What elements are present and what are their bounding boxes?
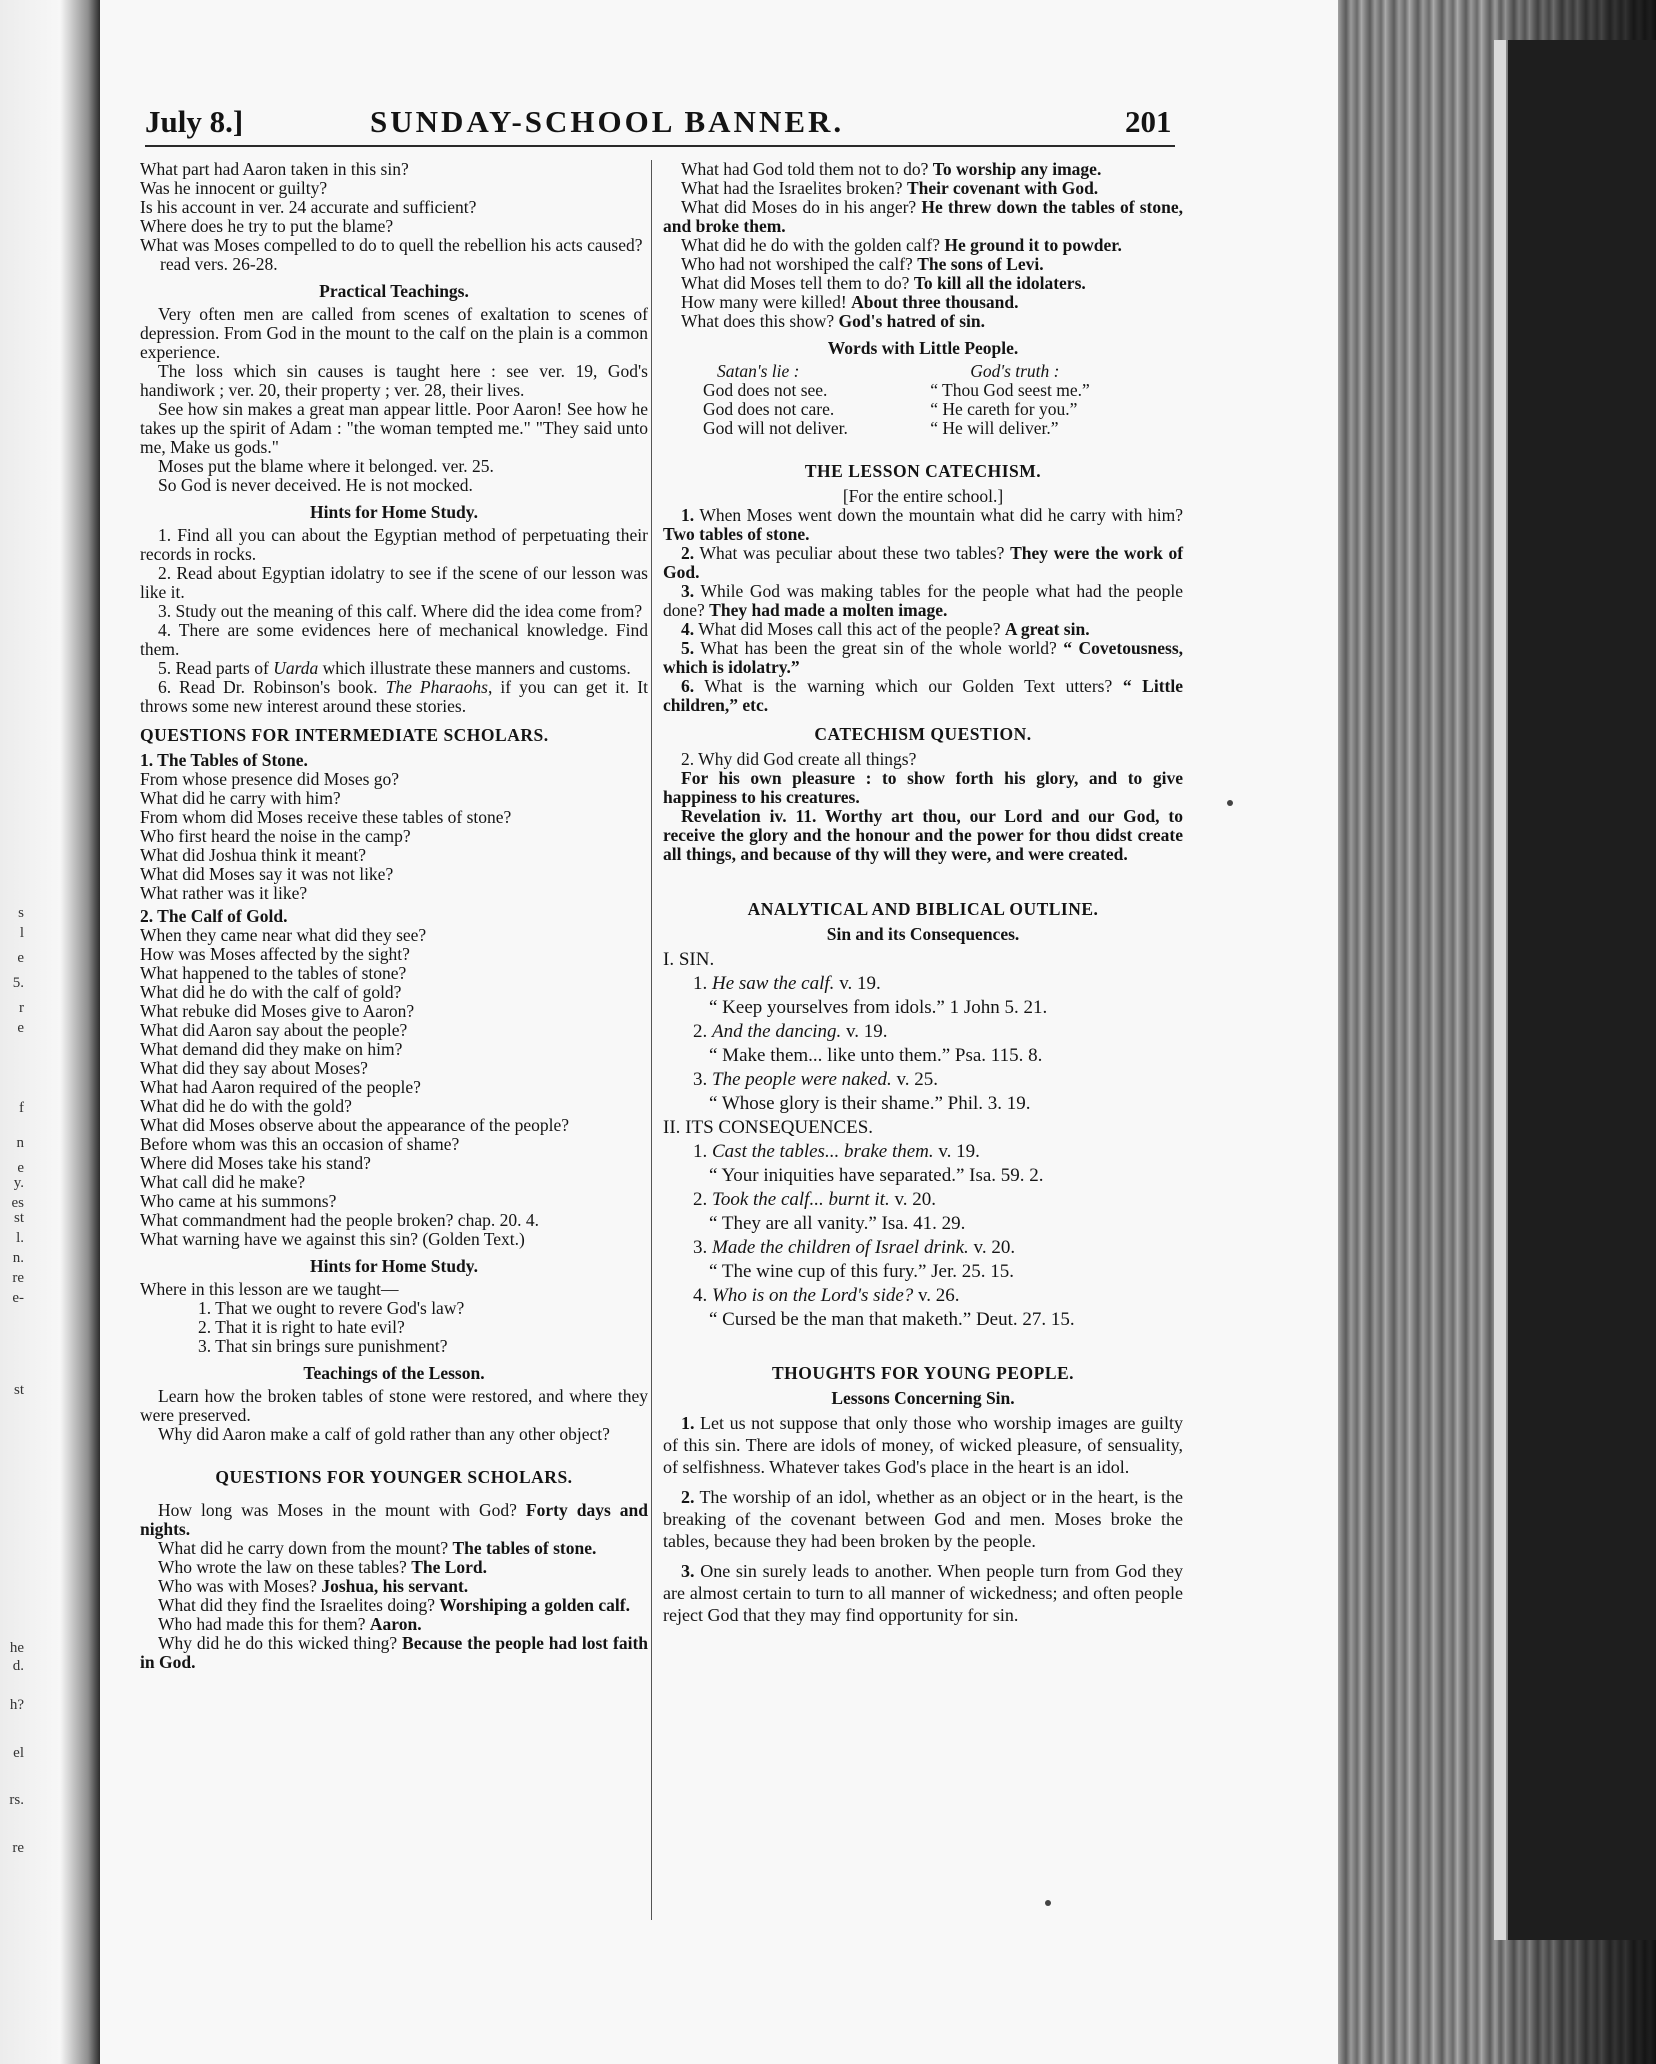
- qa-answer: He threw down the tables of stone, and broke them.: [663, 197, 1184, 236]
- facing-page-fragment: r: [19, 1000, 24, 1016]
- hint-item: 1. That we ought to revere God's law?: [198, 1298, 465, 1318]
- qa-item: [663, 160, 1183, 179]
- qa-question: Who was with Moses?: [158, 1576, 317, 1596]
- header-date: July 8.]: [145, 104, 244, 139]
- question-line: Was he innocent or guilty?: [140, 178, 328, 198]
- thought-text: The worship of an idol, whether as an object or in the heart, is the breaking of the covenant between God and men. Moses broke the tables, because they had been broken by the people.: [663, 1487, 1183, 1551]
- outline-number: 1.: [693, 1141, 708, 1162]
- outline-text: Took the calf... burnt it.: [712, 1189, 890, 1210]
- hint-item: [140, 602, 648, 621]
- catechism-number: 1.: [681, 505, 695, 525]
- outline-part-two: II. ITS CONSEQUENCES.: [663, 1117, 874, 1138]
- teaching-paragraph: Very often men are called from scenes of exaltation to scenes of depression. From God in the mount to the calf on the plain is a common experience.: [140, 304, 648, 362]
- qa-item: [663, 274, 1183, 293]
- section-tables-title: 1. The Tables of Stone.: [140, 750, 308, 770]
- tables-questions: [140, 770, 648, 903]
- question-line: What call did he make?: [140, 1172, 306, 1192]
- teaching-paragraph: The loss which sin causes is taught here : see ver. 19, God's handiwork ; ver. 20, their property ; ver. 28, their lives.: [140, 361, 648, 400]
- catechism-question: What was peculiar about these two tables?: [699, 543, 1005, 563]
- teaching-paragraph: Why did Aaron make a calf of gold rather than any other object?: [158, 1424, 610, 1444]
- outline-item: [663, 1236, 1183, 1260]
- outline-item: [663, 972, 1183, 996]
- practical-heading: Practical Teachings.: [319, 281, 469, 301]
- outline-item: [663, 1068, 1183, 1092]
- thoughts-heading: THOUGHTS FOR YOUNG PEOPLE.: [771, 1363, 1075, 1383]
- hints2-list: [140, 1299, 648, 1356]
- intro-questions: [140, 160, 648, 274]
- facing-page-fragment: h?: [9, 1697, 24, 1713]
- qa-answer: To worship any image.: [932, 159, 1102, 179]
- younger-questions: [140, 1501, 648, 1672]
- outline-reference: “ Whose glory is their shame.” Phil. 3. 19.: [709, 1093, 1031, 1114]
- outline-reference: “ They are all vanity.” Isa. 41. 29.: [709, 1213, 966, 1234]
- header-title: SUNDAY-SCHOOL BANNER.: [370, 104, 845, 139]
- qa-question: Who had made this for them?: [158, 1614, 366, 1634]
- words-col1-head: Satan's lie :: [717, 361, 800, 381]
- catechism-question: When Moses went down the mountain what did he carry with him?: [699, 505, 1183, 525]
- qa-answer: Their covenant with God.: [906, 178, 1099, 198]
- facing-page-fragment: d.: [12, 1658, 24, 1674]
- catechism-sub: [For the entire school.]: [842, 486, 1004, 506]
- hints-list: [140, 526, 648, 716]
- outline-text: Who is on the Lord's side?: [712, 1285, 914, 1306]
- outline-item: [663, 1140, 1183, 1164]
- qa-answer: Aaron.: [369, 1614, 422, 1634]
- catechism-item: [663, 544, 1183, 582]
- facing-page-fragment: y.: [13, 1175, 24, 1191]
- catechism-question: What did Moses call this act of the people?: [698, 619, 1001, 639]
- question-line: What did Moses say it was not like?: [140, 864, 394, 884]
- hint-item: [140, 526, 648, 564]
- words-truth: “ He careth for you.”: [930, 399, 1078, 419]
- teaching-paragraph: Learn how the broken tables of stone were restored, and where they were preserved.: [140, 1386, 648, 1425]
- thought-number: 1.: [681, 1413, 695, 1433]
- facing-page-fragment: l: [19, 925, 24, 941]
- qa-question: What had God told them not to do?: [681, 159, 929, 179]
- page-number: 201: [1125, 104, 1172, 139]
- qa-answer: To kill all the idolaters.: [913, 273, 1086, 293]
- facing-page-fragment: f: [19, 1100, 24, 1116]
- catechism-number: 4.: [681, 619, 695, 639]
- question-line: Before whom was this an occasion of shame?: [140, 1134, 460, 1154]
- hint-text: , if you can get it. It throws some new interest around these stories.: [140, 677, 648, 716]
- thoughts-list: [663, 1412, 1183, 1626]
- facing-page-fragment: re: [12, 1270, 24, 1286]
- teachings-list: [140, 1387, 648, 1444]
- qa-item: [140, 1539, 648, 1558]
- question-line: What did Aaron say about the people?: [140, 1020, 408, 1040]
- catechism-question: What is the warning which our Golden Text utters?: [704, 676, 1113, 696]
- catechism-answer: They had made a molten image.: [709, 600, 948, 620]
- qa-question: How many were killed!: [681, 292, 847, 312]
- younger-heading: QUESTIONS FOR YOUNGER SCHOLARS.: [215, 1467, 573, 1487]
- qa-question: How long was Moses in the mount with God?: [158, 1500, 517, 1520]
- thought-paragraph: [663, 1486, 1183, 1552]
- thoughts-subheading: Lessons Concerning Sin.: [831, 1388, 1015, 1408]
- outline-sin-items: [663, 972, 1183, 1116]
- facing-page-fragment: l.: [16, 1230, 24, 1246]
- question-line: From whom did Moses receive these tables of stone?: [140, 807, 512, 827]
- question-line: What did he do with the calf of gold?: [140, 982, 402, 1002]
- facing-page-fragment: es: [11, 1195, 24, 1211]
- qa-item: [663, 198, 1183, 236]
- question-line: What did Joshua think it meant?: [140, 845, 366, 865]
- question-line: Is his account in ver. 24 accurate and sufficient?: [140, 197, 477, 217]
- catechism-item: [663, 677, 1183, 715]
- catechism-number: 3.: [681, 581, 695, 601]
- facing-page-fragment: e-: [12, 1290, 24, 1306]
- hint-item: [140, 659, 648, 678]
- hint-text: 3. Study out the meaning of this calf. Where did the idea come from?: [158, 601, 643, 621]
- hint-text: which illustrate these manners and customs.: [318, 658, 631, 678]
- qa-question: What did he do with the golden calf?: [681, 235, 941, 255]
- intermediate-heading: QUESTIONS FOR INTERMEDIATE SCHOLARS.: [140, 725, 549, 745]
- qa-item: [140, 1615, 648, 1634]
- outline-text: He saw the calf.: [712, 973, 835, 994]
- facing-page-fragment: rs.: [9, 1792, 24, 1808]
- qa-answer: The tables of stone.: [452, 1538, 597, 1558]
- question-line: Where did Moses take his stand?: [140, 1153, 371, 1173]
- younger-questions-cont: [663, 160, 1183, 331]
- question-line: What did Moses observe about the appearance of the people?: [140, 1115, 570, 1135]
- outline-number: 1.: [693, 973, 708, 994]
- outline-text: The people were naked.: [712, 1069, 892, 1090]
- hint-text: 4. There are some evidences here of mechanical knowledge. Find them.: [140, 620, 648, 659]
- facing-page-fragment: e: [17, 950, 24, 966]
- hint-text: 6. Read Dr. Robinson's book.: [158, 677, 386, 697]
- qa-item: [140, 1577, 648, 1596]
- catechism-answer: A great sin.: [1004, 619, 1090, 639]
- catechism-answer: Two tables of stone.: [663, 524, 810, 544]
- catechism-item: [663, 639, 1183, 677]
- words-lie: God does not care.: [703, 399, 835, 419]
- header-rule: [145, 145, 1175, 147]
- facing-page-fragment: e: [17, 1020, 24, 1036]
- question-line: What had Aaron required of the people?: [140, 1077, 421, 1097]
- hint-item: 2. That it is right to hate evil?: [198, 1317, 405, 1337]
- catechism-number: 2.: [681, 543, 695, 563]
- outline-verse: v. 26.: [918, 1285, 960, 1306]
- words-col2-head: God's truth :: [970, 361, 1060, 381]
- facing-page-fragment: re: [12, 1840, 24, 1856]
- question-line: From whose presence did Moses go?: [140, 769, 400, 789]
- facing-page-fragment: st: [13, 1382, 24, 1398]
- book-cover-shadow: [1508, 40, 1656, 1940]
- catechism-question: What has been the great sin of the whole world?: [700, 638, 1057, 658]
- thought-number: 2.: [681, 1487, 695, 1507]
- hint-item: [140, 564, 648, 602]
- question-line: Who came at his summons?: [140, 1191, 337, 1211]
- hint-title: The Pharaohs: [385, 677, 488, 697]
- teaching-paragraph: See how sin makes a great man appear little. Poor Aaron! See how he takes up the spirit of Adam : "the woman tempted me." "They said unto me, Make us gods.": [140, 399, 648, 457]
- qa-item: [663, 179, 1183, 198]
- qa-question: What did Moses tell them to do?: [681, 273, 910, 293]
- qa-item: [140, 1558, 648, 1577]
- outline-number: 2.: [693, 1189, 708, 1210]
- section-calf-title: 2. The Calf of Gold.: [140, 906, 288, 926]
- qa-question: What did he carry down from the mount?: [158, 1538, 449, 1558]
- catechism-answer: For his own pleasure : to show forth his glory, and to give happiness to his creatures.: [663, 768, 1183, 807]
- outline-reference: “ Make them... like unto them.” Psa. 115. 8.: [709, 1045, 1043, 1066]
- outline-verse: v. 19.: [938, 1141, 980, 1162]
- catechism-list: [663, 506, 1183, 715]
- qa-question: What did they find the Israelites doing?: [158, 1595, 436, 1615]
- hints2-heading: Hints for Home Study.: [310, 1256, 478, 1276]
- question-line: When they came near what did they see?: [140, 925, 427, 945]
- words-lie: God will not deliver.: [703, 418, 848, 438]
- question-line: What commandment had the people broken? chap. 20. 4.: [140, 1210, 539, 1230]
- outline-number: 2.: [693, 1021, 708, 1042]
- catechism-answer: “ Little children,” etc.: [663, 676, 1183, 715]
- question-line: What rather was it like?: [140, 883, 308, 903]
- catechism-item: [663, 582, 1183, 620]
- outline-reference: “ Your iniquities have separated.” Isa. 59. 2.: [709, 1165, 1044, 1186]
- outline-reference: “ Keep yourselves from idols.” 1 John 5. 21.: [709, 997, 1048, 1018]
- hint-item: 3. That sin brings sure punishment?: [198, 1336, 448, 1356]
- catechism-number: 6.: [681, 676, 695, 696]
- thought-number: 3.: [681, 1561, 695, 1581]
- teachings-heading: Teachings of the Lesson.: [303, 1363, 485, 1383]
- question-line: What happened to the tables of stone?: [140, 963, 407, 983]
- qa-question: What did Moses do in his anger?: [681, 197, 917, 217]
- question-line: What demand did they make on him?: [140, 1039, 403, 1059]
- qa-answer: God's hatred of sin.: [838, 311, 985, 331]
- outline-part-one: I. SIN.: [663, 949, 715, 970]
- question-line: How was Moses affected by the sight?: [140, 944, 410, 964]
- outline-verse: v. 19.: [839, 973, 881, 994]
- question-line: What warning have we against this sin? (Golden Text.): [140, 1229, 525, 1249]
- page-edge-highlight: [1494, 40, 1506, 1940]
- outline-verse: v. 19.: [846, 1021, 888, 1042]
- thought-text: Let us not suppose that only those who worship images are guilty of this sin. There are idols of money, of wicked pleasure, of sensuality, of selfishness. Whatever takes God's place in the heart is an idol.: [663, 1413, 1183, 1477]
- question-line: Who first heard the noise in the camp?: [140, 826, 411, 846]
- outline-item: [663, 1284, 1183, 1308]
- qa-item: [140, 1501, 648, 1539]
- thought-paragraph: [663, 1412, 1183, 1478]
- qa-answer: Worshiping a golden calf.: [439, 1595, 630, 1615]
- words-lie: God does not see.: [703, 380, 828, 400]
- catechism-answer: “ Covetousness, which is idolatry.”: [663, 638, 1183, 677]
- qa-item: [140, 1634, 648, 1672]
- facing-page-fragment: n: [16, 1135, 24, 1151]
- qa-item: [663, 255, 1183, 274]
- question-line: What did they say about Moses?: [140, 1058, 368, 1078]
- qa-answer: Because the people had lost faith in God.: [140, 1633, 648, 1672]
- ink-speck: [1227, 800, 1233, 806]
- hint-text: 2. Read about Egyptian idolatry to see if the scene of our lesson was like it.: [140, 563, 648, 602]
- facing-page-fragment: 5.: [12, 975, 24, 991]
- qa-answer: About three thousand.: [851, 292, 1019, 312]
- question-line: Where does he try to put the blame?: [140, 216, 394, 236]
- qa-question: Why did he do this wicked thing?: [158, 1633, 398, 1653]
- qa-item: [663, 293, 1183, 312]
- catechism-question: While God was making tables for the people what had the people done?: [663, 581, 1183, 620]
- left-column: [140, 160, 648, 1672]
- outline-text: Cast the tables... brake them.: [712, 1141, 934, 1162]
- outline-item: [663, 1188, 1183, 1212]
- qa-answer: Joshua, his servant.: [321, 1576, 469, 1596]
- catechism-item: [663, 620, 1183, 639]
- question-line: What did he do with the gold?: [140, 1096, 352, 1116]
- qa-answer: He ground it to powder.: [944, 235, 1122, 255]
- facing-page-fragment: e: [17, 1160, 24, 1176]
- facing-page-fragment: n.: [12, 1250, 24, 1266]
- catechism-question: 2. Why did God create all things?: [681, 749, 917, 769]
- outline-verse: v. 20.: [973, 1237, 1016, 1258]
- qa-item: [663, 236, 1183, 255]
- catechism-answer: They were the work of God.: [663, 543, 1184, 582]
- practical-teachings: [140, 305, 648, 495]
- qa-answer: The sons of Levi.: [917, 254, 1044, 274]
- hint-item: [140, 621, 648, 659]
- outline-reference: “ The wine cup of this fury.” Jer. 25. 15.: [709, 1261, 1014, 1282]
- ink-speck: [1045, 1900, 1051, 1906]
- words-heading: Words with Little People.: [827, 338, 1019, 358]
- thought-text: One sin surely leads to another. When people turn from God they are almost certain to turn to all manner of wickedness; and often people reject God that they may find opportunity for sin.: [663, 1561, 1183, 1625]
- outline-verse: v. 25.: [896, 1069, 939, 1090]
- hint-text: 1. Find all you can about the Egyptian method of perpetuating their records in rocks.: [140, 525, 648, 564]
- facing-page-fragment: el: [13, 1745, 24, 1761]
- question-line: What rebuke did Moses give to Aaron?: [140, 1001, 415, 1021]
- qa-question: What does this show?: [681, 311, 835, 331]
- hints-heading: Hints for Home Study.: [310, 502, 478, 522]
- calf-questions: [140, 926, 648, 1249]
- outline-heading: ANALYTICAL AND BIBLICAL OUTLINE.: [747, 899, 1099, 919]
- hint-item: [140, 678, 648, 716]
- words-truth: “ He will deliver.”: [930, 418, 1059, 438]
- catechism-heading: THE LESSON CATECHISM.: [804, 461, 1042, 481]
- qa-answer: The Lord.: [411, 1557, 488, 1577]
- catechism-number: 5.: [681, 638, 695, 658]
- thought-paragraph: [663, 1560, 1183, 1626]
- outline-number: 3.: [693, 1237, 708, 1258]
- outline-consequence-items: [663, 1140, 1183, 1332]
- outline-subheading: Sin and its Consequences.: [826, 924, 1020, 944]
- qa-question: Who wrote the law on these tables?: [158, 1557, 407, 1577]
- catechism-scripture: Revelation iv. 11. Worthy art thou, our Lord and our God, to receive the glory and the honour and the power for thou didst create all things, and because of thy will they were, and were created.: [663, 806, 1183, 864]
- words-truth: “ Thou God seest me.”: [930, 380, 1090, 400]
- catechism-item: [663, 506, 1183, 544]
- teaching-paragraph: Moses put the blame where it belonged. ver. 25.: [158, 456, 494, 476]
- outline-text: Made the children of Israel drink.: [712, 1237, 969, 1258]
- words-table: [703, 362, 1183, 438]
- outline-verse: v. 20.: [894, 1189, 936, 1210]
- qa-answer: Forty days and nights.: [140, 1500, 648, 1539]
- hints2-intro: Where in this lesson are we taught—: [140, 1279, 399, 1299]
- qa-item: [663, 312, 1183, 331]
- facing-page-fragment: st: [13, 1210, 24, 1226]
- question-line: What was Moses compelled to do to quell the rebellion his acts caused? read vers. 26-28.: [140, 235, 643, 274]
- outline-item: [663, 1020, 1183, 1044]
- right-column: [663, 160, 1183, 1634]
- qa-item: [140, 1596, 648, 1615]
- outline-number: 4.: [693, 1285, 708, 1306]
- facing-page-fragment: he: [9, 1640, 24, 1656]
- question-line: What part had Aaron taken in this sin?: [140, 159, 409, 179]
- qa-question: Who had not worshiped the calf?: [681, 254, 913, 274]
- hint-title: Uarda: [273, 658, 319, 678]
- outline-number: 3.: [693, 1069, 708, 1090]
- catechism-question-heading: CATECHISM QUESTION.: [814, 724, 1032, 744]
- hint-text: 5. Read parts of: [158, 658, 274, 678]
- outline-text: And the dancing.: [712, 1021, 842, 1042]
- teaching-paragraph: So God is never deceived. He is not mocked.: [158, 475, 473, 495]
- qa-question: What had the Israelites broken?: [681, 178, 903, 198]
- question-line: What did he carry with him?: [140, 788, 341, 808]
- column-rule: [651, 160, 652, 1920]
- facing-page-fragment: s: [18, 905, 24, 921]
- outline-reference: “ Cursed be the man that maketh.” Deut. 27. 15.: [709, 1309, 1075, 1330]
